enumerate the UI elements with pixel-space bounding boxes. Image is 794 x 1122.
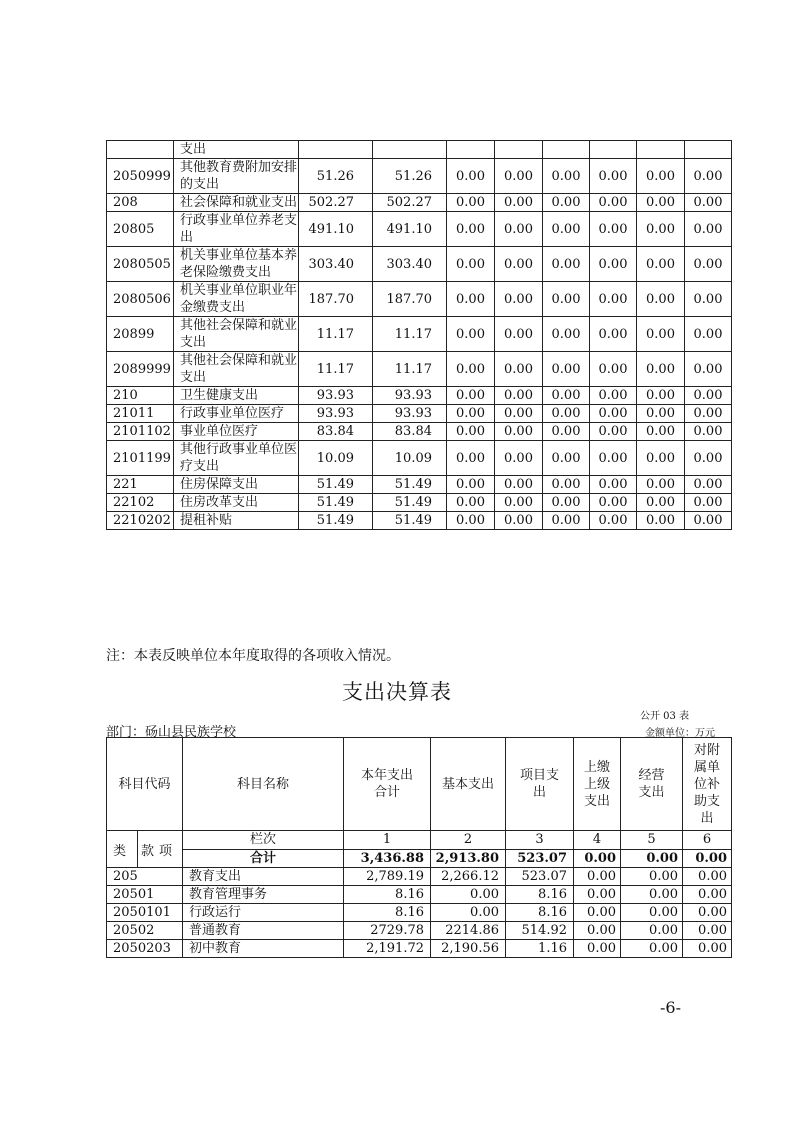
row-name: 其他社会保障和就业支出 — [174, 317, 299, 352]
row-value: 491.10 — [373, 212, 447, 247]
divider — [137, 831, 138, 867]
row-value: 0.00 — [685, 494, 732, 512]
row-code: 210 — [107, 387, 174, 405]
header-name: 科目名称 — [183, 738, 344, 831]
row-value: 0.00 — [621, 940, 683, 958]
header-upper — [574, 738, 621, 831]
total-row — [107, 849, 732, 868]
row-value: 0.00 — [495, 317, 543, 352]
row-name: 行政事业单位养老支出 — [174, 212, 299, 247]
row-code: 221 — [107, 476, 174, 494]
row-value: 0.00 — [590, 212, 637, 247]
lanci-cell: 5 — [621, 831, 683, 850]
header-project — [506, 738, 574, 831]
row-value: 0.00 — [685, 387, 732, 405]
row-value: 0.00 — [447, 494, 495, 512]
row-value: 0.00 — [590, 282, 637, 317]
row-value: 0.00 — [637, 387, 685, 405]
row-value: 0.00 — [543, 352, 590, 387]
department-label: 部门：砀山县民族学校 — [106, 725, 237, 740]
table-row — [107, 904, 732, 922]
row-value: 0.00 — [543, 476, 590, 494]
table-row — [107, 494, 732, 512]
row-value: 0.00 — [590, 194, 637, 212]
row-value: 0.00 — [683, 904, 732, 922]
row-value — [637, 141, 685, 159]
row-value: 1.16 — [506, 940, 574, 958]
header-total-text: 本年支出合计 — [360, 768, 413, 800]
row-value: 0.00 — [683, 940, 732, 958]
row-value: 0.00 — [685, 441, 732, 476]
header-upper-text: 上缴上级支出 — [583, 759, 610, 809]
row-value: 0.00 — [637, 494, 685, 512]
lanci-cell: 1 — [344, 831, 431, 850]
row-value: 514.92 — [506, 922, 574, 940]
row-value: 0.00 — [621, 922, 683, 940]
row-value: 11.17 — [373, 317, 447, 352]
row-value: 0.00 — [495, 194, 543, 212]
form-number: 公开 03 表 — [640, 711, 690, 722]
table-row — [107, 317, 732, 352]
row-value: 0.00 — [685, 282, 732, 317]
row-value: 0.00 — [590, 476, 637, 494]
row-value: 51.49 — [373, 512, 447, 530]
row-name: 行政事业单位医疗 — [174, 405, 299, 423]
row-value: 0.00 — [637, 282, 685, 317]
row-value: 0.00 — [574, 886, 621, 904]
row-value: 0.00 — [447, 212, 495, 247]
row-value: 93.93 — [373, 387, 447, 405]
header-project-text: 项目支出 — [519, 768, 559, 800]
row-code: 208 — [107, 194, 174, 212]
table-row — [107, 282, 732, 317]
row-value: 187.70 — [299, 282, 373, 317]
row-value: 0.00 — [590, 441, 637, 476]
total-cell: 0.00 — [574, 849, 621, 868]
row-value: 10.09 — [299, 441, 373, 476]
row-value: 0.00 — [590, 159, 637, 194]
amount-unit: 金额单位：万元 — [645, 728, 715, 739]
total-cell: 0.00 — [683, 849, 732, 868]
row-value: 0.00 — [685, 476, 732, 494]
row-code: 2210202 — [107, 512, 174, 530]
row-value: 502.27 — [373, 194, 447, 212]
table-row — [107, 352, 732, 387]
row-code: 2101102 — [107, 423, 174, 441]
row-name: 事业单位医疗 — [174, 423, 299, 441]
row-value: 0.00 — [590, 387, 637, 405]
row-value: 8.16 — [344, 886, 431, 904]
row-value: 0.00 — [685, 352, 732, 387]
lanci-cell: 6 — [683, 831, 732, 850]
page-title: 支出决算表 — [342, 680, 452, 704]
table-note: 注：本表反映单位本年度取得的各项收入情况。 — [106, 648, 400, 664]
row-code: 20501 — [107, 886, 183, 904]
row-value: 51.49 — [299, 476, 373, 494]
row-value: 0.00 — [447, 405, 495, 423]
table-row — [107, 194, 732, 212]
row-value: 0.00 — [543, 387, 590, 405]
row-value: 0.00 — [447, 423, 495, 441]
row-value — [495, 141, 543, 159]
row-value: 0.00 — [495, 352, 543, 387]
row-code: 20805 — [107, 212, 174, 247]
row-name: 初中教育 — [183, 940, 344, 958]
row-code: 205 — [107, 868, 183, 886]
row-value: 0.00 — [543, 405, 590, 423]
row-value: 0.00 — [495, 282, 543, 317]
row-value: 0.00 — [683, 886, 732, 904]
table-row — [107, 387, 732, 405]
table-row — [107, 441, 732, 476]
row-name: 其他社会保障和就业支出 — [174, 352, 299, 387]
row-value: 0.00 — [637, 476, 685, 494]
row-name: 普通教育 — [183, 922, 344, 940]
row-value: 8.16 — [344, 904, 431, 922]
table-row — [107, 159, 732, 194]
row-value: 2,266.12 — [431, 868, 506, 886]
row-value: 0.00 — [447, 476, 495, 494]
row-value: 0.00 — [543, 512, 590, 530]
row-value: 0.00 — [574, 904, 621, 922]
row-value: 0.00 — [543, 423, 590, 441]
category-cell — [107, 831, 183, 868]
row-value: 0.00 — [590, 317, 637, 352]
row-value: 0.00 — [495, 159, 543, 194]
row-value: 0.00 — [447, 159, 495, 194]
total-cell: 0.00 — [621, 849, 683, 868]
row-value: 0.00 — [574, 868, 621, 886]
row-value: 0.00 — [637, 212, 685, 247]
row-value: 0.00 — [495, 212, 543, 247]
row-value — [590, 141, 637, 159]
row-value: 51.49 — [373, 494, 447, 512]
row-value: 0.00 — [495, 441, 543, 476]
table-row — [107, 247, 732, 282]
row-value: 93.93 — [373, 405, 447, 423]
row-value: 2729.78 — [344, 922, 431, 940]
row-value: 0.00 — [637, 423, 685, 441]
row-value: 8.16 — [506, 904, 574, 922]
row-name: 其他教育费附加安排的支出 — [174, 159, 299, 194]
row-value: 0.00 — [495, 512, 543, 530]
row-value: 0.00 — [590, 494, 637, 512]
row-value: 83.84 — [299, 423, 373, 441]
lanci-cell: 4 — [574, 831, 621, 850]
row-value — [373, 141, 447, 159]
row-value: 523.07 — [506, 868, 574, 886]
row-value: 0.00 — [574, 922, 621, 940]
row-value: 0.00 — [574, 940, 621, 958]
row-value: 0.00 — [637, 512, 685, 530]
row-value: 303.40 — [299, 247, 373, 282]
row-value: 0.00 — [495, 494, 543, 512]
row-code: 2089999 — [107, 352, 174, 387]
row-value: 187.70 — [373, 282, 447, 317]
row-value: 0.00 — [543, 159, 590, 194]
row-value: 0.00 — [543, 212, 590, 247]
total-cell: 3,436.88 — [344, 849, 431, 868]
row-value — [447, 141, 495, 159]
row-value: 0.00 — [495, 387, 543, 405]
row-value — [543, 141, 590, 159]
row-value: 0.00 — [637, 194, 685, 212]
table-row — [107, 922, 732, 940]
kuan-label: 款 — [141, 844, 155, 859]
row-value: 11.17 — [299, 352, 373, 387]
row-code: 22102 — [107, 494, 174, 512]
total-cell: 523.07 — [506, 849, 574, 868]
row-name: 行政运行 — [183, 904, 344, 922]
table-row — [107, 886, 732, 904]
row-value: 491.10 — [299, 212, 373, 247]
lanci-row — [107, 831, 732, 850]
table-row — [107, 512, 732, 530]
row-value: 502.27 — [299, 194, 373, 212]
row-value: 2,190.56 — [431, 940, 506, 958]
header-business — [621, 738, 683, 831]
row-value: 0.00 — [590, 423, 637, 441]
row-value — [299, 141, 373, 159]
row-value: 0.00 — [431, 904, 506, 922]
row-value: 0.00 — [543, 247, 590, 282]
row-value: 0.00 — [543, 494, 590, 512]
row-code: 2050203 — [107, 940, 183, 958]
table-row — [107, 940, 732, 958]
row-value: 0.00 — [431, 886, 506, 904]
table-row — [107, 868, 732, 886]
row-value: 2,789.19 — [344, 868, 431, 886]
row-value: 0.00 — [447, 194, 495, 212]
row-value: 51.49 — [299, 512, 373, 530]
expenditure-table — [106, 737, 732, 958]
row-value: 51.26 — [373, 159, 447, 194]
row-name: 其他行政事业单位医疗支出 — [174, 441, 299, 476]
row-value: 0.00 — [447, 282, 495, 317]
row-value: 0.00 — [685, 212, 732, 247]
row-value: 0.00 — [447, 512, 495, 530]
row-name: 住房保障支出 — [174, 476, 299, 494]
row-value: 0.00 — [685, 405, 732, 423]
row-name: 教育支出 — [183, 868, 344, 886]
header-code: 科目代码 — [107, 738, 183, 831]
row-code: 20899 — [107, 317, 174, 352]
row-value: 11.17 — [299, 317, 373, 352]
row-name: 卫生健康支出 — [174, 387, 299, 405]
row-name: 教育管理事务 — [183, 886, 344, 904]
row-value: 0.00 — [590, 512, 637, 530]
header-subsidy — [683, 738, 732, 831]
row-value: 0.00 — [543, 441, 590, 476]
row-value: 0.00 — [685, 512, 732, 530]
row-code: 2101199 — [107, 441, 174, 476]
row-code: 2050999 — [107, 159, 174, 194]
row-value: 0.00 — [495, 476, 543, 494]
row-value: 0.00 — [621, 868, 683, 886]
table-row — [107, 141, 732, 159]
total-cell: 2,913.80 — [431, 849, 506, 868]
row-value: 0.00 — [685, 317, 732, 352]
page-number: -6- — [660, 998, 681, 1017]
row-code: 2080506 — [107, 282, 174, 317]
lanci-label: 栏次 — [183, 831, 344, 850]
row-value: 0.00 — [495, 247, 543, 282]
row-name: 提租补贴 — [174, 512, 299, 530]
row-value: 0.00 — [447, 352, 495, 387]
lei-label: 类 — [113, 844, 127, 859]
header-row — [107, 738, 732, 831]
row-value: 0.00 — [447, 387, 495, 405]
row-value: 0.00 — [637, 317, 685, 352]
row-value: 0.00 — [543, 317, 590, 352]
row-value: 0.00 — [590, 405, 637, 423]
header-total — [344, 738, 431, 831]
row-value: 0.00 — [495, 405, 543, 423]
row-value — [685, 141, 732, 159]
row-name: 住房改革支出 — [174, 494, 299, 512]
row-value: 0.00 — [685, 194, 732, 212]
row-value: 0.00 — [590, 352, 637, 387]
lanci-cell: 2 — [431, 831, 506, 850]
row-name: 社会保障和就业支出 — [174, 194, 299, 212]
row-value: 0.00 — [543, 282, 590, 317]
row-value: 0.00 — [637, 247, 685, 282]
row-code: 21011 — [107, 405, 174, 423]
income-table-continued — [106, 140, 732, 530]
row-value: 0.00 — [447, 317, 495, 352]
row-value: 0.00 — [683, 868, 732, 886]
row-value: 0.00 — [637, 441, 685, 476]
row-name: 机关事业单位职业年金缴费支出 — [174, 282, 299, 317]
row-value: 83.84 — [373, 423, 447, 441]
lanci-cell: 3 — [506, 831, 574, 850]
table-row — [107, 423, 732, 441]
table-row — [107, 405, 732, 423]
row-value: 0.00 — [637, 405, 685, 423]
row-value: 0.00 — [621, 904, 683, 922]
header-subsidy-text: 对附属单位补助支出 — [693, 742, 720, 826]
row-value: 0.00 — [447, 441, 495, 476]
row-code: 2050101 — [107, 904, 183, 922]
table-row — [107, 212, 732, 247]
row-name: 机关事业单位基本养老保险缴费支出 — [174, 247, 299, 282]
row-code — [107, 141, 174, 159]
row-value: 93.93 — [299, 387, 373, 405]
row-value: 303.40 — [373, 247, 447, 282]
row-value: 51.49 — [299, 494, 373, 512]
row-value: 2,191.72 — [344, 940, 431, 958]
row-value: 0.00 — [621, 886, 683, 904]
row-value: 0.00 — [447, 247, 495, 282]
xiang-label: 项 — [159, 844, 173, 859]
header-business-text: 经营支出 — [638, 768, 665, 800]
row-value: 51.26 — [299, 159, 373, 194]
row-value: 51.49 — [373, 476, 447, 494]
row-code: 20502 — [107, 922, 183, 940]
row-value: 0.00 — [590, 247, 637, 282]
row-value: 0.00 — [683, 922, 732, 940]
row-value: 0.00 — [637, 159, 685, 194]
row-code: 2080505 — [107, 247, 174, 282]
row-value: 10.09 — [373, 441, 447, 476]
row-value: 0.00 — [685, 247, 732, 282]
row-value: 0.00 — [495, 423, 543, 441]
row-value: 0.00 — [543, 194, 590, 212]
row-value: 11.17 — [373, 352, 447, 387]
table-row — [107, 476, 732, 494]
row-value: 2214.86 — [431, 922, 506, 940]
row-value: 0.00 — [637, 352, 685, 387]
row-value: 93.93 — [299, 405, 373, 423]
header-basic: 基本支出 — [431, 738, 506, 831]
row-value: 0.00 — [685, 159, 732, 194]
row-name: 支出 — [174, 141, 299, 159]
row-value: 8.16 — [506, 886, 574, 904]
total-label: 合计 — [183, 849, 344, 868]
row-value: 0.00 — [685, 423, 732, 441]
